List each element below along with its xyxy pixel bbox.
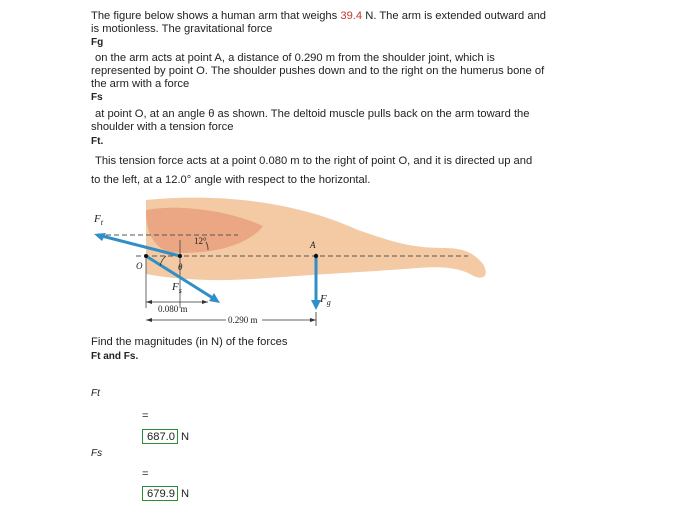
weight-value: 39.4 (340, 10, 363, 22)
arm-figure (88, 190, 500, 330)
fs-letter: F (172, 281, 179, 293)
fs-answer-row (142, 485, 189, 502)
label-fg (319, 293, 331, 307)
problem-line-1 (91, 10, 546, 23)
problem-line-9: to the left, at a 12.0° angle with respect to the horizontal. (91, 174, 371, 186)
ft-answer-row (142, 428, 189, 445)
angle-12-label: 12° (194, 236, 207, 246)
dim-290-label: 0.290 m (228, 315, 258, 325)
fs-answer-input[interactable] (142, 486, 178, 501)
symbol-fg: Fg (91, 37, 104, 48)
fs-equals: = (142, 468, 149, 480)
problem-line-5: the arm with a force (91, 78, 190, 90)
label-ft (93, 213, 104, 227)
symbol-fs: Fs (91, 92, 103, 103)
fg-letter: F (320, 293, 327, 305)
dim-080-label: 0.080 m (158, 304, 188, 314)
ft-equals: = (142, 410, 149, 422)
question-line-1: Find the magnitudes (in N) of the forces (91, 336, 288, 348)
ft-answer-label: Ft (91, 388, 100, 399)
problem-line-6: at point O, at an angle θ as shown. The deltoid muscle pulls back on the arm toward the (95, 108, 530, 120)
angle-theta-label: θ (178, 262, 183, 272)
point-o-label: O (136, 261, 143, 271)
problem-line-3: on the arm acts at point A, a distance of 0.290 m from the shoulder joint, which is (95, 52, 495, 64)
problem-line-4: represented by point O. The shoulder pushes down and to the right on the humerus bone of (91, 65, 545, 77)
text: N. The arm is extended outward and (362, 10, 547, 22)
fs-unit: N (181, 487, 190, 500)
problem-line-7: shoulder with a tension force (91, 121, 234, 133)
ft-letter: F (94, 213, 101, 225)
point-a-label: A (310, 240, 316, 250)
ft-unit: N (181, 430, 190, 443)
problem-line-2: is motionless. The gravitational force (91, 23, 273, 35)
problem-line-8: This tension force acts at a point 0.080 m to the right of point O, and it is directed up and (95, 155, 533, 167)
ft-answer-input[interactable] (142, 429, 178, 444)
ft-sub: t (100, 218, 103, 227)
question-line-2: Ft and Fs. (91, 351, 139, 362)
text: The figure below shows a human arm that weighs (91, 10, 341, 22)
symbol-ft: Ft. (91, 136, 104, 147)
fg-sub: g (326, 298, 331, 307)
fs-answer-label: Fs (91, 448, 103, 459)
fs-sub: s (178, 286, 182, 295)
